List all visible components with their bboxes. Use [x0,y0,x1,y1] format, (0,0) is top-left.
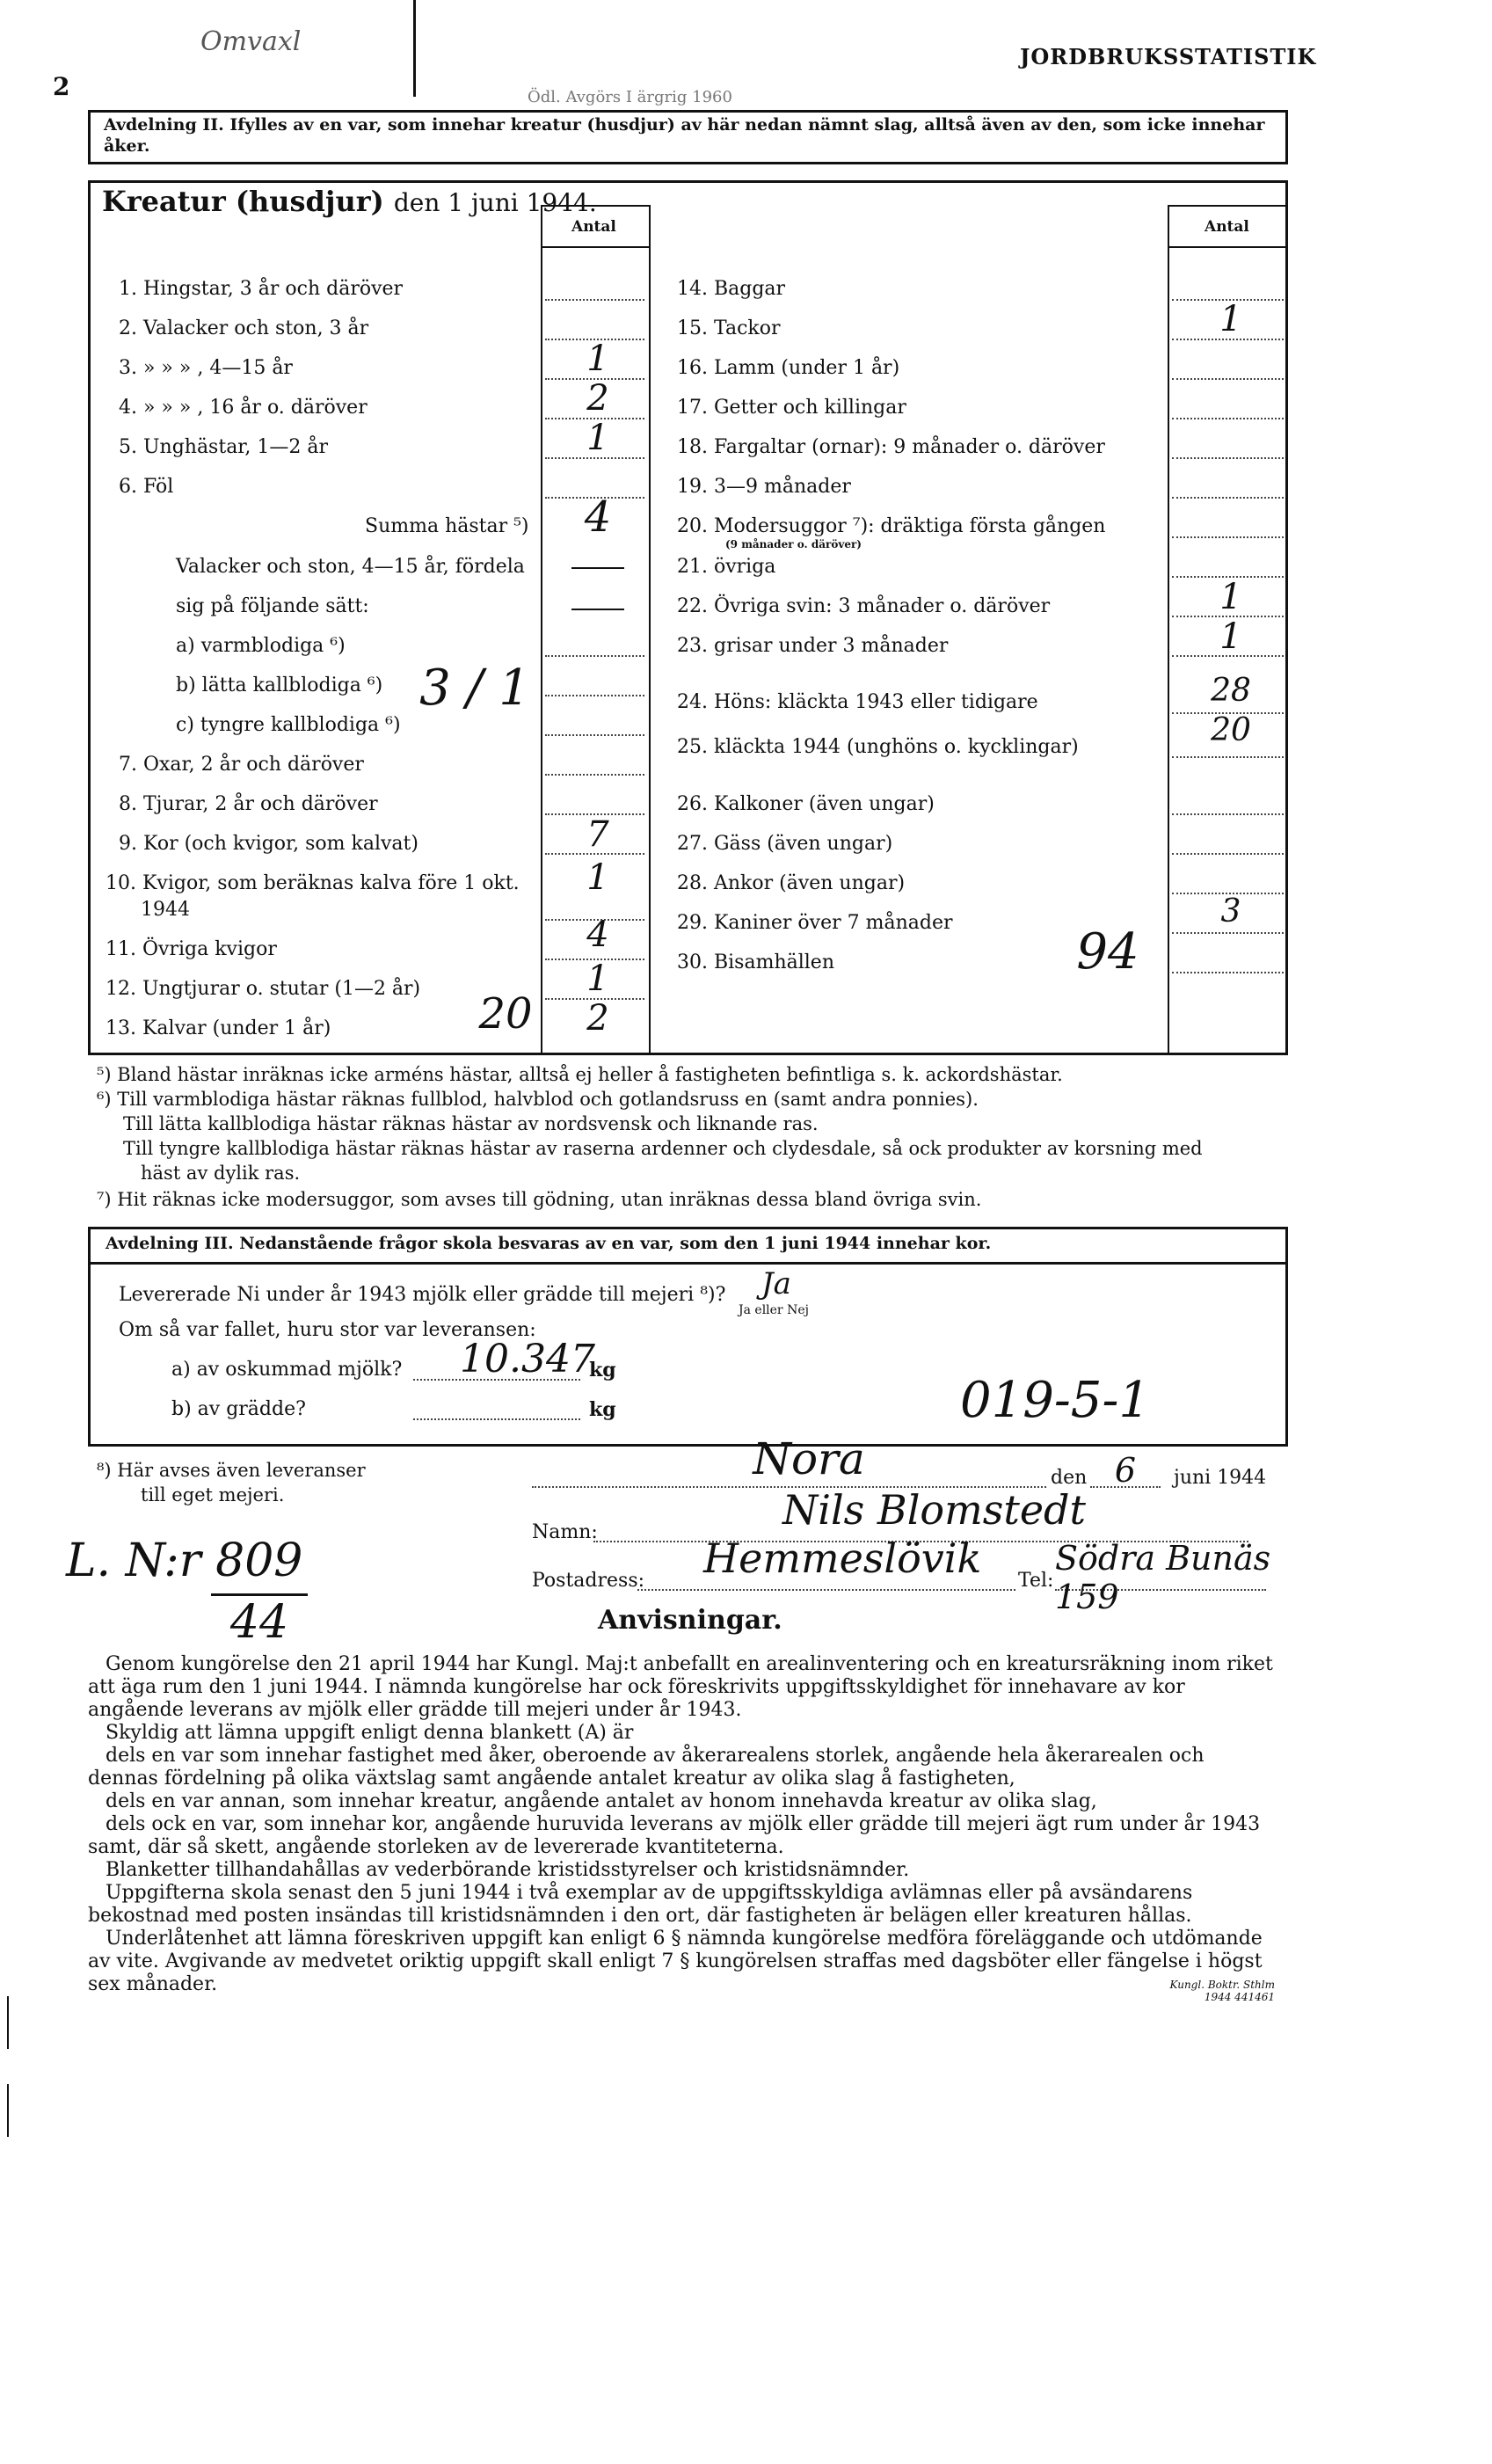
left-row-8: 8. Tjurar, 2 år och däröver [119,793,378,815]
right-antal-top-line [1168,205,1288,207]
left-value-3: 1 [586,339,609,379]
right-row-23: 23. grisar under 3 månader [677,635,949,657]
left-dots-7 [545,774,644,776]
livestock-title-date: den 1 juni 1944. [393,188,597,217]
footnote-6: ⁶) Till varmblodiga hästar räknas fullblod, halvblod och gotlandsruss en (samt andra ponnies). [97,1089,979,1110]
anvisningar-para-6: Blanketter tillhandahållas av vederbörande kristidsstyrelser och kristidsnämnder. [106,1859,910,1881]
day-value: 6 [1114,1451,1137,1490]
right-row-27: 27. Gäss (även ungar) [677,833,893,855]
left-dots-9 [545,853,644,855]
leverans-question: Om så var fallet, huru stor var leveransen: [119,1319,536,1341]
left-row-1: 1. Hingstar, 3 år och däröver [119,278,404,300]
footnote-5: ⁵) Bland hästar inräknas icke arméns hästar, alltså ej heller å fastigheten befintliga s. k. ackordshästar. [97,1064,1063,1085]
namn-label: Namn: [532,1521,598,1543]
right-antal-header-line [1168,246,1288,248]
left-dots-8 [545,813,644,815]
right-dots-30 [1172,972,1284,973]
left-row-12: 12. Ungtjurar o. stutar (1—2 år) [106,978,421,1000]
left-margin-total: 20 [478,989,533,1039]
left-antal-col-right [649,205,651,1055]
left-row-7: 7. Oxar, 2 år och däröver [119,754,364,776]
right-dots-29 [1172,932,1284,934]
left-value-9: 7 [586,814,609,855]
right-dots-24 [1172,712,1284,714]
anvisningar-para-1: Genom kungörelse den 21 april 1944 har Kungl. Maj:t anbefallt en arealinventering och en kreatursräkning inom riket att äga rum den 1 juni 1944. I nämnda kungörelse har ock föreskrivits uppgiftsskyldighet för innehavare av kor angående leverans av mjölk eller grädde till mejeri under år 1943. [88,1653,1273,1721]
gradde-label: b) av grädde? [171,1398,306,1420]
right-value-23: 1 [1219,616,1242,657]
left-dots-2 [545,339,644,340]
mejeri-question: Levererade Ni under år 1943 mjölk eller grädde till mejeri ⁸)? [119,1284,726,1306]
fordela-handwritten: 3 / 1 [419,660,530,717]
anvisningar-para-3: dels en var som innehar fastighet med åker, oberoende av åkerarealens storlek, angående hela åkerarealen och dennas fördelning på olika växtslag samt angående antalet kreatur av olika slag å fastigheten, [88,1745,1205,1790]
footnote-6d: häst av dylik ras. [141,1163,301,1184]
anvisningar-para-5: dels ock en var, som innehar kor, angående huruvida leverans av mjölk eller grädde till mejeri ägt rum under år 1943 samt, där så skett, angående storleken av de levererade kvantiteterna. [88,1813,1261,1858]
left-dots-10 [545,919,644,921]
left-row-5: 5. Unghästar, 1—2 år [119,436,329,458]
right-antal-header: Antal [1205,218,1249,236]
fordela-a: a) varmblodiga ⁶) [176,635,346,657]
left-row-2: 2. Valacker och ston, 3 år [119,317,369,339]
right-value-15: 1 [1219,299,1242,339]
right-row-14: 14. Baggar [677,278,786,300]
left-value-10: 1 [586,857,609,898]
fordela-c: c) tyngre kallblodiga ⁶) [176,714,401,736]
right-row-22: 22. Övriga svin: 3 månader o. däröver [677,595,1051,617]
fordela-label-2: sig på följande sätt: [176,595,369,617]
right-row-25: 25. kläckta 1944 (unghöns o. kycklingar) [677,736,1079,758]
right-dots-20 [1172,536,1284,538]
postadress-dots [637,1589,1015,1591]
right-dots-19 [1172,497,1284,499]
left-antal-top-line [541,205,649,207]
ln-stamp-bottom: 44 [229,1596,289,1649]
right-row-28: 28. Ankor (även ungar) [677,872,906,894]
fordela-dash-2 [571,609,624,610]
right-row-16: 16. Lamm (under 1 år) [677,357,900,379]
right-dots-17 [1172,418,1284,419]
namn-value: Nils Blomstedt [782,1486,1086,1534]
modersuggor-sub: (9 månader o. däröver) [725,538,862,550]
right-dots-14 [1172,299,1284,301]
left-value-4: 2 [586,378,609,419]
top-stamp: Ödl. Avgörs I ärgrig 1960 [528,88,732,106]
left-value-12: 1 [586,959,609,999]
right-row-18: 18. Fargaltar (ornar): 9 månader o. däröver [677,436,1105,458]
fordela-label-1: Valacker och ston, 4—15 år, fördela [176,556,525,578]
left-row-11: 11. Övriga kvigor [106,938,277,960]
right-row-24: 24. Höns: kläckta 1943 eller tidigare [677,691,1038,713]
anvisningar-para-2: Skyldig att lämna uppgift enligt denna blankett (A) är [106,1722,634,1744]
left-dots-5 [545,457,644,459]
form-title: JORDBRUKSSTATISTIK [1020,44,1317,69]
printer-imprint: Kungl. Boktr. Sthlm 1944 441461 [1169,1979,1275,2003]
binding-mark-1 [7,1996,9,2049]
summa-value: 4 [584,492,612,542]
section-2-heading: Avdelning II. Ifylles av en var, som innehar kreatur (husdjur) av här nedan nämnt slag, alltså även av den, som icke innehar åker. [104,115,1265,156]
mejeri-hint: Ja eller Nej [739,1303,809,1317]
binding-mark-2 [7,2084,9,2137]
right-dots-26 [1172,813,1284,815]
right-row-19: 19. 3—9 månader [677,476,851,498]
left-dots-12 [545,998,644,1000]
left-row-13: 13. Kalvar (under 1 år) [106,1017,331,1039]
right-margin-total: 94 [1076,923,1139,980]
section-3-heading: Avdelning III. Nedanstående frågor skola besvaras av en var, som den 1 juni 1944 innehar kor. [106,1234,992,1253]
tel-label: Tel: [1018,1570,1054,1592]
left-row-3: 3. » » » , 4—15 år [119,357,293,379]
oskummad-unit: kg [589,1359,616,1381]
footnote-7: ⁷) Hit räknas icke modersuggor, som avses till gödning, utan inräknas dessa bland övriga svin. [97,1189,982,1210]
right-dots-18 [1172,457,1284,459]
postadress-value: Hemmeslövik [703,1535,982,1582]
ln-stamp-top: L. N:r 809 [66,1535,303,1587]
left-antal-col-left [541,205,542,1055]
right-value-24: 28 [1211,673,1251,709]
left-dots-3 [545,378,644,380]
tel-value: Södra Bunäs 159 [1055,1539,1271,1616]
anvisningar-title: Anvisningar. [598,1605,782,1636]
left-value-11: 4 [586,915,609,955]
left-row-10: 10. Kvigor, som beräknas kalva före 1 okt. [106,872,520,894]
footnote-6b: Till lätta kallblodiga hästar räknas hästar av nordsvensk och liknande ras. [123,1113,819,1134]
right-row-17: 17. Getter och killingar [677,397,906,419]
right-row-26: 26. Kalkoner (även ungar) [677,793,935,815]
right-dots-25 [1172,756,1284,758]
right-dots-16 [1172,378,1284,380]
anvisningar-para-8: Underlåtenhet att lämna föreskriven uppgift kan enligt 6 § nämnda kungörelse medföra föreläggande och utdömande av vite. Avgivande av medvetet oriktig uppgift skall enligt 7 § kungörelsen straffas med dagsböter eller fängelse i högst sex månader. [88,1928,1263,1995]
left-dots-11 [545,959,644,960]
right-dots-27 [1172,853,1284,855]
left-row-4: 4. » » » , 16 år o. däröver [119,397,368,419]
fordela-dash-1 [571,567,624,569]
right-row-29: 29. Kaniner över 7 månader [677,912,953,934]
livestock-title [102,185,597,218]
margin-code: 019-5-1 [960,1372,1150,1429]
anvisningar-para-4: dels en var annan, som innehar kreatur, angående antalet av honom innehavda kreatur av olika slag, [106,1790,1097,1812]
right-row-21: 21. övriga [677,556,776,578]
right-dots-21 [1172,576,1284,578]
gradde-unit: kg [589,1398,616,1421]
place-value: Nora [753,1433,865,1484]
left-value-5: 1 [586,418,609,458]
right-antal-col-left [1168,205,1169,1055]
fordela-b: b) lätta kallblodiga ⁶) [176,674,383,696]
right-value-29: 3 [1220,893,1241,929]
right-row-20: 20. Modersuggor ⁷): dräktiga första gången [677,515,1106,537]
left-row-6: 6. Föl [119,476,174,498]
month-year: juni 1944 [1174,1467,1267,1489]
right-dots-22 [1172,616,1284,617]
fordela-dots-c [545,734,644,736]
right-dots-28 [1172,893,1284,894]
footnote-8-line2: till eget mejeri. [141,1484,285,1505]
left-antal-header: Antal [571,218,616,236]
mejeri-answer: Ja [761,1266,791,1301]
oskummad-label: a) av oskummad mjölk? [171,1359,403,1381]
section-3-heading-line [88,1262,1288,1265]
oskummad-value: 10.347 [460,1337,595,1381]
left-row-10b: 1944 [141,899,190,921]
left-dots-4 [545,418,644,419]
footnote-8-line1: ⁸) Här avses även leveranser [97,1460,366,1481]
summa-label: Summa hästar ⁵) [365,515,529,537]
right-dots-23 [1172,655,1284,657]
left-antal-header-line [541,246,649,248]
right-dots-15 [1172,339,1284,340]
fordela-dots-b [545,695,644,696]
left-dots-1 [545,299,644,301]
left-row-9: 9. Kor (och kvigor, som kalvat) [119,833,418,855]
footnote-6c: Till tyngre kallblodiga hästar räknas hästar av raserna ardenner och clydesdale, så ock produkter av korsning med [123,1138,1203,1159]
gradde-dots [413,1418,580,1420]
livestock-title-label: Kreatur (husdjur) [102,185,384,218]
right-row-30: 30. Bisamhällen [677,951,834,973]
postadress-label: Postadress: [532,1570,645,1592]
page-number: 2 [53,72,70,101]
right-row-15: 15. Tackor [677,317,781,339]
right-value-22: 1 [1219,577,1242,617]
den-label: den [1051,1467,1088,1489]
anvisningar-para-7: Uppgifterna skola senast den 5 juni 1944 i två exemplar av de uppgiftsskyldiga avlämnas eller på avsändarens bekostnad med posten insändas till kristidsnämnden i den ort, där fastigheten är belägen eller kreaturen hållas. [88,1882,1193,1927]
right-value-25: 20 [1211,712,1251,748]
top-left-scribble: Omvaxl [200,26,302,57]
left-value-13: 2 [586,998,609,1039]
fordela-dots-a [545,655,644,657]
header-divider [413,0,416,97]
